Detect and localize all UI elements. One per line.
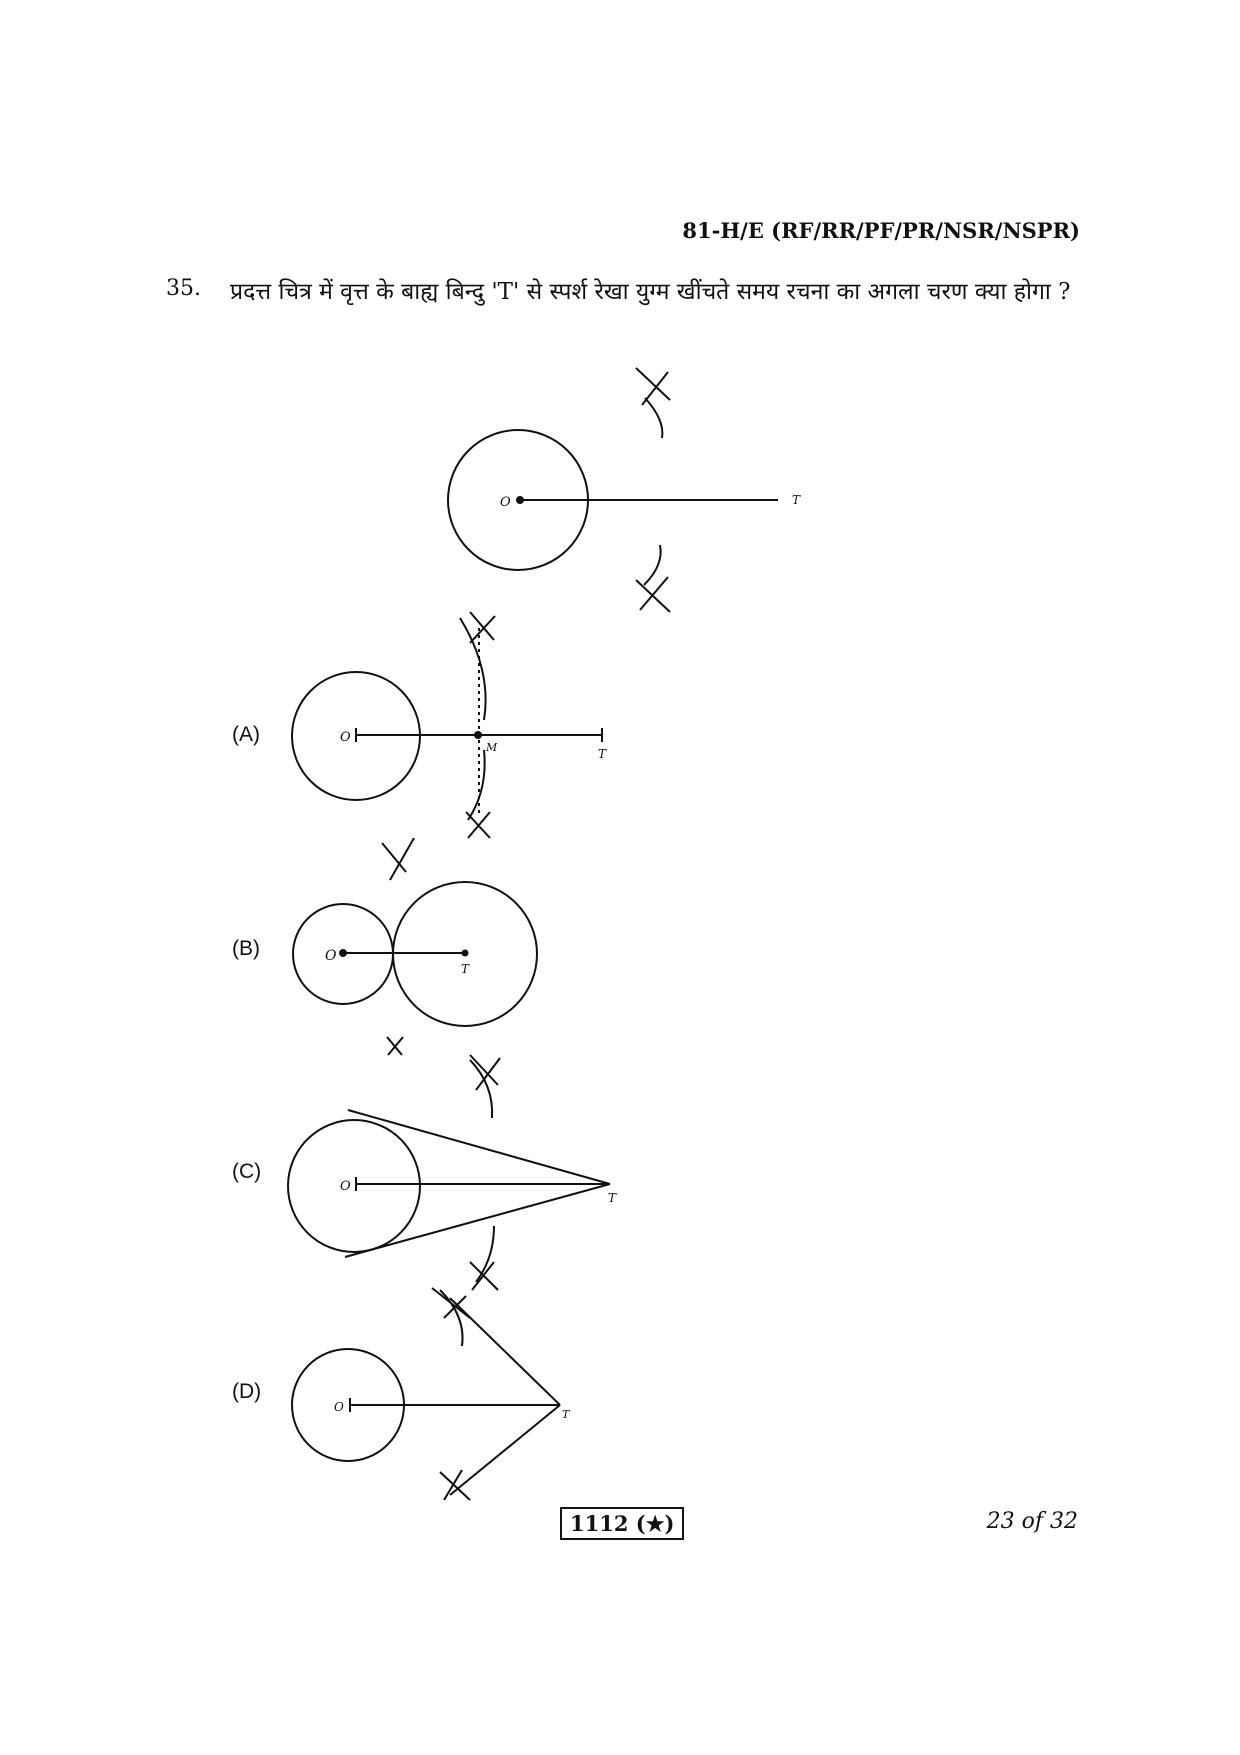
page-number: 23 of 32 (986, 1509, 1078, 1534)
a-label-t: T (598, 747, 607, 761)
option-d-label: (D) (232, 1380, 262, 1403)
c-label-t: T (608, 1191, 617, 1205)
d-cross-top (432, 1288, 470, 1318)
d-label-t: T (562, 1408, 570, 1421)
option-a-figure (292, 612, 607, 838)
main-cross-bottom (636, 577, 670, 612)
option-a-label: (A) (232, 723, 260, 746)
option-c-label: (C) (232, 1160, 262, 1183)
c-tangent-top (348, 1110, 610, 1184)
b-label-o: O (325, 948, 337, 964)
option-b-figure (293, 838, 537, 1055)
d-line-lower (450, 1405, 560, 1495)
main-arc-bottom (644, 545, 661, 585)
a-mid-dot (475, 732, 481, 738)
main-cross-top (636, 368, 670, 405)
main-center-dot (517, 497, 523, 503)
d-cross-bottom (440, 1470, 470, 1500)
b-label-t: T (461, 962, 470, 976)
main-figure (448, 368, 801, 612)
option-b-label: (B) (232, 937, 260, 960)
b-t-dot (463, 951, 468, 956)
main-arc-top (645, 398, 662, 438)
c-cross-bottom (470, 1262, 498, 1290)
c-circle (288, 1120, 420, 1252)
b-cross-top (382, 838, 414, 880)
c-tangent-bottom (345, 1184, 610, 1257)
a-label-o: O (340, 730, 351, 745)
footer-code: 1112 (★) (560, 1507, 684, 1540)
c-label-o: O (340, 1179, 351, 1194)
main-label-t: T (792, 493, 801, 507)
question-text: प्रदत्त चित्र में वृत्त के बाह्य बिन्दु 'T' से स्पर्श रेखा युग्म खींचते समय रचना का अगला चरण क्या होगा ? (230, 279, 1071, 305)
b-center-dot (340, 950, 346, 956)
option-d-figure (292, 1288, 571, 1500)
a-cross-top (470, 612, 495, 643)
paper-code: 81-H/E (RF/RR/PF/PR/NSR/NSPR) (682, 218, 1080, 243)
d-label-o: O (334, 1400, 344, 1414)
a-arc-bottom (468, 750, 485, 820)
question-number: 35. (166, 276, 201, 301)
a-label-m: M (486, 741, 498, 754)
b-cross-bottom (387, 1037, 403, 1055)
c-arc-top (470, 1060, 492, 1118)
a-arc-top (460, 618, 486, 720)
a-cross-bottom (466, 812, 490, 838)
main-label-o: O (500, 495, 511, 510)
c-cross-top (470, 1055, 500, 1090)
option-c-figure (288, 1055, 617, 1290)
